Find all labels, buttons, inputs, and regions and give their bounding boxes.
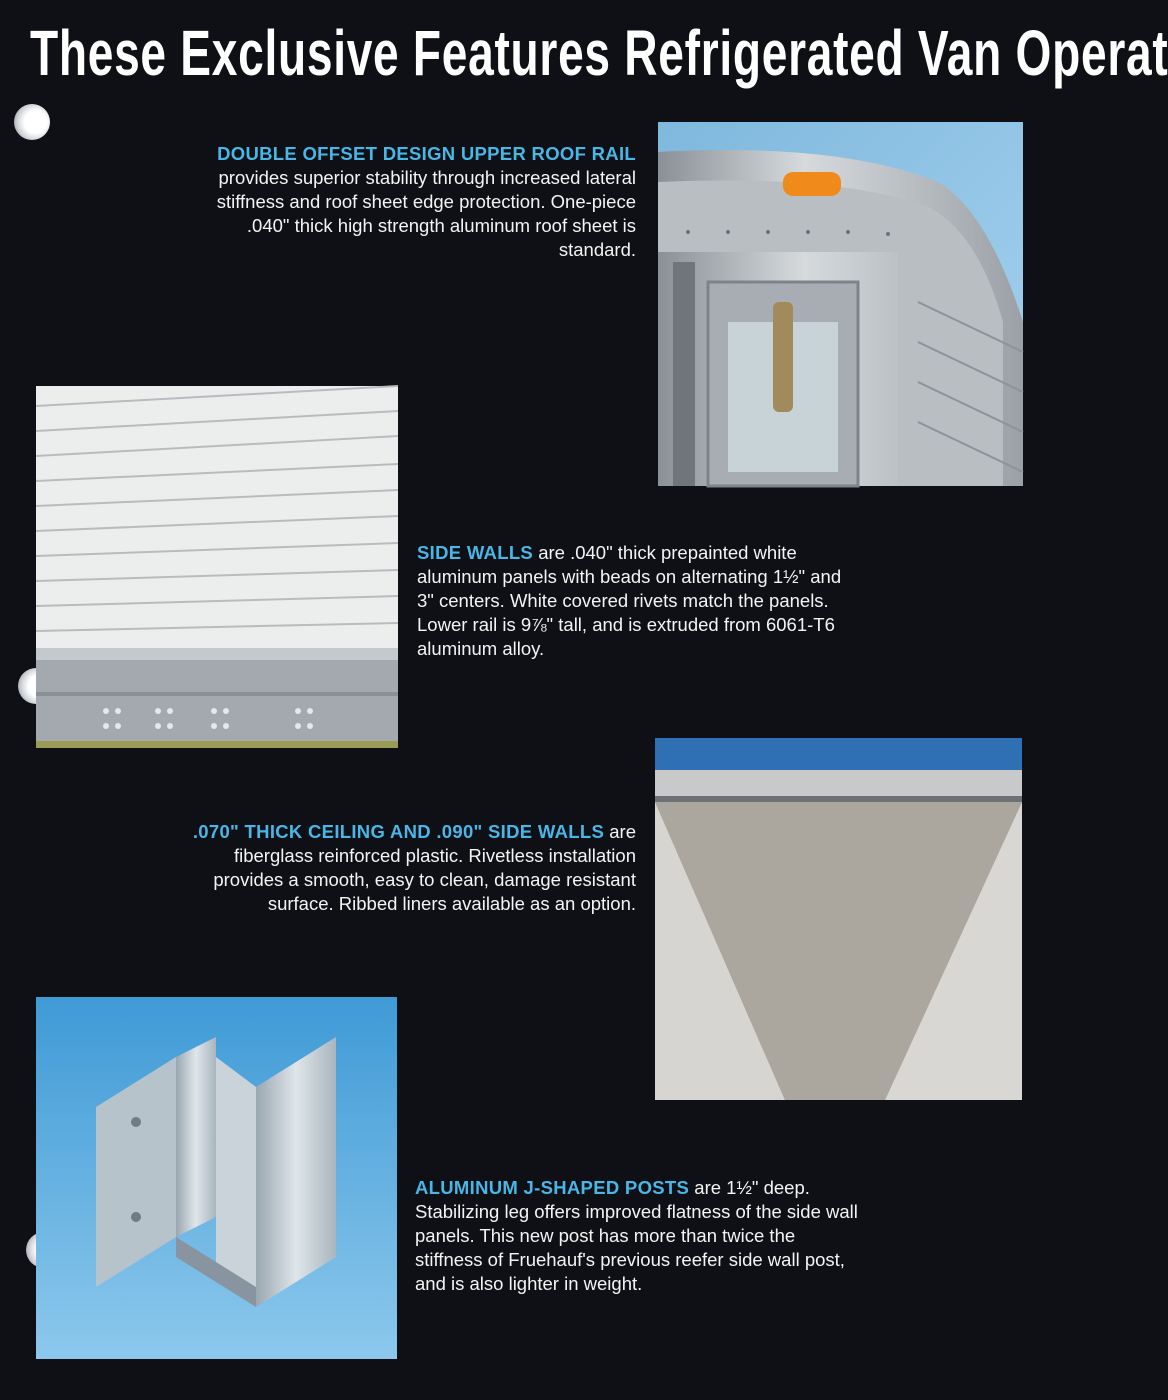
ceiling-photo: [655, 738, 1022, 1100]
side-wall-photo: [36, 386, 398, 748]
binder-hole-icon: [14, 104, 50, 140]
side-walls-description: [417, 541, 857, 661]
j-post-heading: ALUMINUM J-SHAPED POSTS: [415, 1177, 690, 1198]
roof-rail-photo: [658, 122, 1023, 486]
roof-rail-heading: DOUBLE OFFSET DESIGN UPPER ROOF RAIL: [217, 143, 636, 164]
j-post-body: are 1½" deep. Stabilizing leg offers improved flatness of the side wall panels. This new post has more than twice the stiffness of Fruehauf's previous reefer side wall post, and is also lighter in weight.: [415, 1177, 858, 1294]
roof-rail-description: [190, 142, 636, 262]
side-walls-body: are .040" thick prepainted white aluminum panels with beads on alternating 1½" and 3" centers. White covered rivets match the panels. Lower rail is 9⅞" tall, and is extruded from 6061-T6 aluminum alloy.: [417, 542, 842, 659]
side-walls-heading: SIDE WALLS: [417, 542, 534, 563]
j-post-photo: [36, 997, 397, 1359]
j-post-description: [415, 1176, 860, 1296]
roof-rail-body: provides superior stability through increased lateral stiffness and roof sheet edge protection. One-piece .040" thick high strength aluminum roof sheet is standard.: [216, 167, 636, 260]
page-title: These Exclusive Features Refrigerated Van Operat: [30, 17, 1168, 89]
ceiling-description: [190, 820, 636, 916]
ceiling-body: are fiberglass reinforced plastic. Rivetless installation provides a smooth, easy to clean, damage resistant surface. Ribbed liners available as an option.: [213, 821, 636, 914]
ceiling-heading: .070" THICK CEILING AND .090" SIDE WALLS: [192, 821, 605, 842]
